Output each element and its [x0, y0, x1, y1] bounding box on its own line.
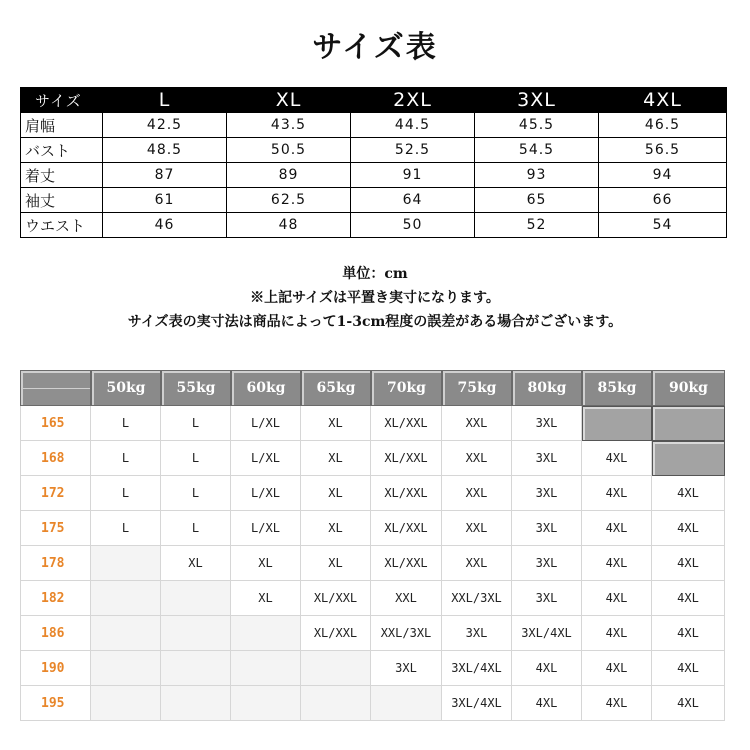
recommended-size: L/XL	[231, 476, 301, 511]
empty-cell	[161, 616, 231, 651]
size-value: 45.5	[475, 113, 599, 138]
recommended-size: 3XL	[442, 616, 512, 651]
weight-header: 65kg	[301, 370, 371, 406]
size-row	[21, 113, 727, 138]
recommended-size: 3XL	[512, 546, 582, 581]
empty-cell	[91, 616, 161, 651]
recommended-size: 4XL	[652, 581, 725, 616]
empty-cell	[91, 581, 161, 616]
weight-header: 60kg	[231, 370, 301, 406]
size-value: 46	[103, 213, 227, 238]
recommended-size: L	[91, 406, 161, 441]
weight-header: 70kg	[371, 370, 442, 406]
size-row	[21, 138, 727, 163]
recommended-size: 4XL	[652, 511, 725, 546]
recommended-size: 4XL	[582, 546, 652, 581]
recommended-size: 4XL	[582, 476, 652, 511]
weight-header: 75kg	[442, 370, 512, 406]
size-value: 48	[227, 213, 351, 238]
size-value: 46.5	[599, 113, 727, 138]
height-row	[20, 616, 725, 651]
unavailable-cell	[582, 406, 652, 441]
size-value: 66	[599, 188, 727, 213]
recommended-size: XL	[161, 546, 231, 581]
recommended-size: 4XL	[652, 651, 725, 686]
size-value: 43.5	[227, 113, 351, 138]
size-table	[20, 87, 727, 238]
empty-cell	[91, 546, 161, 581]
size-value: 89	[227, 163, 351, 188]
empty-cell	[371, 686, 442, 721]
recommended-size: L	[161, 511, 231, 546]
empty-cell	[231, 651, 301, 686]
height-label: 182	[20, 581, 91, 616]
size-notes	[0, 262, 750, 334]
size-row-label: 着丈	[21, 163, 103, 188]
recommended-size: 4XL	[652, 616, 725, 651]
recommended-size: XL/XXL	[371, 546, 442, 581]
recommended-size: 4XL	[512, 686, 582, 721]
height-row	[20, 476, 725, 511]
recommended-size: 4XL	[652, 546, 725, 581]
recommended-size: 4XL	[582, 616, 652, 651]
recommended-size: XXL	[371, 581, 442, 616]
recommended-size: XXL	[442, 406, 512, 441]
recommended-size: 4XL	[582, 581, 652, 616]
weight-header-row	[20, 370, 725, 406]
empty-cell	[91, 651, 161, 686]
height-row	[20, 651, 725, 686]
recommended-size: XL/XXL	[371, 406, 442, 441]
size-row	[21, 163, 727, 188]
recommended-size: 3XL	[512, 511, 582, 546]
size-recommendation-table	[20, 370, 725, 721]
page-title: サイズ表	[312, 30, 438, 65]
size-value: 91	[351, 163, 475, 188]
recommended-size: XL/XXL	[371, 476, 442, 511]
recommended-size: 4XL	[652, 476, 725, 511]
recommended-size: L	[161, 476, 231, 511]
size-header-2xl: 2XL	[351, 88, 475, 113]
recommended-size: XXL	[442, 476, 512, 511]
recommended-size: L	[91, 476, 161, 511]
height-label: 178	[20, 546, 91, 581]
weight-header: 50kg	[91, 370, 161, 406]
size-value: 65	[475, 188, 599, 213]
tolerance-note: サイズ表の実寸法は商品によって1-3cm程度の誤差がある場合がございます。	[127, 314, 623, 330]
recommended-size: L/XL	[231, 441, 301, 476]
size-header-xl: XL	[227, 88, 351, 113]
size-value: 48.5	[103, 138, 227, 163]
corner-cell	[20, 370, 91, 406]
height-label: 165	[20, 406, 91, 441]
height-row	[20, 546, 725, 581]
empty-cell	[91, 686, 161, 721]
unavailable-cell	[652, 441, 725, 476]
recommended-size: L	[91, 441, 161, 476]
recommended-size: XXL/3XL	[371, 616, 442, 651]
weight-header: 90kg	[652, 370, 725, 406]
size-row-label: 肩幅	[21, 113, 103, 138]
unavailable-cell	[652, 406, 725, 441]
empty-cell	[161, 651, 231, 686]
size-value: 50.5	[227, 138, 351, 163]
recommended-size: XXL/3XL	[442, 581, 512, 616]
recommended-size: 4XL	[582, 686, 652, 721]
recommended-size: 3XL/4XL	[442, 686, 512, 721]
recommended-size: XL/XXL	[371, 511, 442, 546]
recommended-size: 3XL	[512, 441, 582, 476]
recommended-size: 4XL	[652, 686, 725, 721]
height-row	[20, 686, 725, 721]
recommended-size: XL	[301, 406, 371, 441]
size-value: 50	[351, 213, 475, 238]
size-row-label: バスト	[21, 138, 103, 163]
size-value: 87	[103, 163, 227, 188]
empty-cell	[301, 651, 371, 686]
recommended-size: 3XL	[512, 476, 582, 511]
recommended-size: XL	[231, 546, 301, 581]
size-row-label: 袖丈	[21, 188, 103, 213]
size-header-l: L	[103, 88, 227, 113]
recommended-size: XL	[301, 441, 371, 476]
height-label: 190	[20, 651, 91, 686]
recommended-size: XL	[301, 476, 371, 511]
height-row	[20, 511, 725, 546]
height-label: 175	[20, 511, 91, 546]
recommended-size: 3XL/4XL	[442, 651, 512, 686]
recommended-size: 3XL/4XL	[512, 616, 582, 651]
recommended-size: XXL	[442, 511, 512, 546]
height-row	[20, 581, 725, 616]
size-header-label: サイズ	[21, 88, 103, 113]
recommended-size: XXL	[442, 546, 512, 581]
size-value: 52.5	[351, 138, 475, 163]
recommended-size: 4XL	[512, 651, 582, 686]
recommended-size: XL	[231, 581, 301, 616]
size-value: 44.5	[351, 113, 475, 138]
empty-cell	[161, 581, 231, 616]
size-value: 93	[475, 163, 599, 188]
unit-note: 単位：cm	[342, 266, 408, 282]
size-header-3xl: 3XL	[475, 88, 599, 113]
recommended-size: XL	[301, 546, 371, 581]
empty-cell	[231, 616, 301, 651]
size-value: 54	[599, 213, 727, 238]
size-row	[21, 188, 727, 213]
empty-cell	[301, 686, 371, 721]
height-label: 168	[20, 441, 91, 476]
size-table-header	[21, 88, 727, 113]
recommended-size: 4XL	[582, 651, 652, 686]
size-value: 64	[351, 188, 475, 213]
recommended-size: XL/XXL	[371, 441, 442, 476]
height-label: 172	[20, 476, 91, 511]
recommended-size: XL/XXL	[301, 581, 371, 616]
size-header-4xl: 4XL	[599, 88, 727, 113]
recommended-size: 4XL	[582, 511, 652, 546]
size-value: 62.5	[227, 188, 351, 213]
recommended-size: XL/XXL	[301, 616, 371, 651]
height-row	[20, 441, 725, 476]
recommended-size: XXL	[442, 441, 512, 476]
size-row-label: ウエスト	[21, 213, 103, 238]
size-value: 42.5	[103, 113, 227, 138]
empty-cell	[161, 686, 231, 721]
recommended-size: L	[91, 511, 161, 546]
flat-measure-note: ※上記サイズは平置き実寸になります。	[250, 290, 500, 306]
size-value: 56.5	[599, 138, 727, 163]
height-label: 195	[20, 686, 91, 721]
weight-header: 80kg	[512, 370, 582, 406]
recommended-size: 3XL	[512, 581, 582, 616]
size-value: 94	[599, 163, 727, 188]
weight-header: 55kg	[161, 370, 231, 406]
height-label: 186	[20, 616, 91, 651]
recommended-size: L/XL	[231, 511, 301, 546]
recommended-size: L	[161, 406, 231, 441]
recommended-size: 4XL	[582, 441, 652, 476]
recommended-size: 3XL	[512, 406, 582, 441]
size-value: 61	[103, 188, 227, 213]
size-row	[21, 213, 727, 238]
height-row	[20, 406, 725, 441]
size-value: 52	[475, 213, 599, 238]
recommended-size: L	[161, 441, 231, 476]
recommended-size: L/XL	[231, 406, 301, 441]
weight-header: 85kg	[582, 370, 652, 406]
empty-cell	[231, 686, 301, 721]
size-value: 54.5	[475, 138, 599, 163]
recommended-size: XL	[301, 511, 371, 546]
recommended-size: 3XL	[371, 651, 442, 686]
